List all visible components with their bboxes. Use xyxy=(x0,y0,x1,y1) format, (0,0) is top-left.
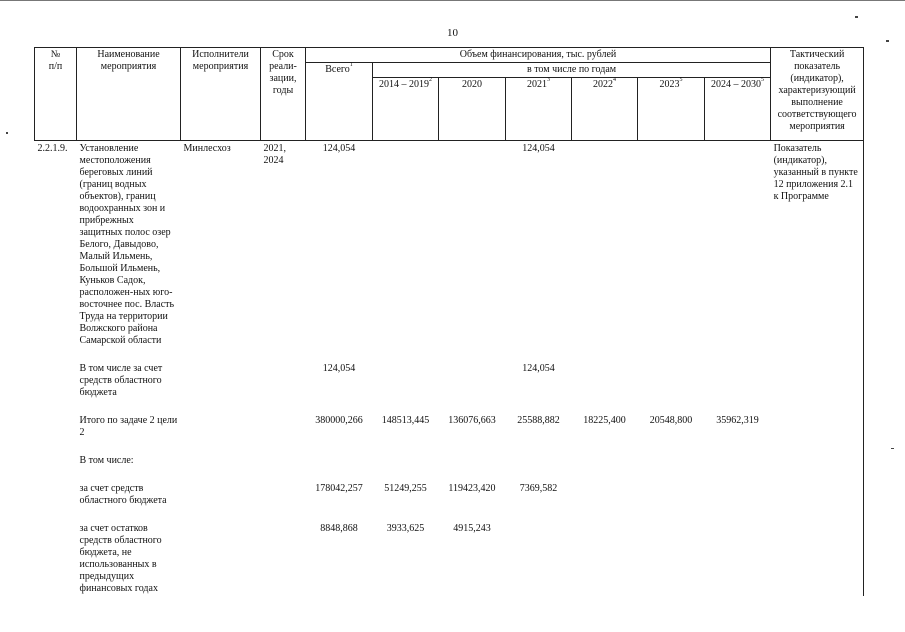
itogo-2020: 136076,663 xyxy=(448,415,496,426)
table-row-leftover xyxy=(35,522,864,596)
header-indicator: Тактический показатель (индикатор), характеризующий выполнение соответствующего мероприятия xyxy=(771,48,864,141)
budget-name: за счет средств областного бюджета xyxy=(79,483,167,506)
financing-table xyxy=(34,47,864,596)
item-2021: 124,054 xyxy=(522,143,555,154)
item-2014 xyxy=(373,141,439,349)
header-year-2020: 2020 xyxy=(439,78,506,141)
regional-name: В том числе за счет средств областного бюджета xyxy=(79,363,163,398)
scan-speck xyxy=(855,16,858,18)
header-year-2022: 2022$^4$ xyxy=(572,78,638,141)
spacer-row xyxy=(35,468,864,482)
table-row-itogo xyxy=(35,414,864,440)
page-number: 10 xyxy=(447,27,458,39)
spacer-row xyxy=(35,400,864,414)
leftover-name: за счет остатков средств областного бюджета, не использованных в предыдущих финансовых годах xyxy=(79,523,162,594)
header-funding: Объем финансирования, тыс. рублей xyxy=(306,48,771,63)
item-2022 xyxy=(572,141,638,349)
budget-total: 178042,257 xyxy=(315,483,363,494)
regional-2021: 124,054 xyxy=(522,363,555,374)
spacer-row xyxy=(35,348,864,362)
itogo-2021: 25588,882 xyxy=(517,415,560,426)
table-row-regional xyxy=(35,362,864,400)
header-executor: Исполнители мероприятия xyxy=(181,48,261,141)
incl-name: В том числе: xyxy=(79,455,134,466)
table-row-item xyxy=(35,141,864,349)
scan-speck xyxy=(886,40,889,42)
leftover-2020: 4915,243 xyxy=(453,523,491,534)
header-year-2024: 2024 – 2030$^5$ xyxy=(705,78,771,141)
header-name: Наименование мероприятия xyxy=(77,48,181,141)
budget-2021: 7369,582 xyxy=(519,483,558,494)
itogo-name: Итого по задаче 2 цели 2 xyxy=(79,415,178,438)
item-2023 xyxy=(638,141,705,349)
spacer-row xyxy=(35,508,864,522)
itogo-total: 380000,266 xyxy=(315,415,363,426)
item-executor: Минлесхоз xyxy=(183,143,231,154)
item-period: 2021, 2024 xyxy=(263,143,286,166)
header-year-2023: 2023$^5$ xyxy=(638,78,705,141)
item-number: 2.2.1.9. xyxy=(37,143,68,154)
itogo-2023: 20548,800 xyxy=(649,415,693,426)
header-by-years: в том числе по годам xyxy=(373,63,771,78)
header-num: № п/п xyxy=(35,48,77,141)
itogo-2014: 148513,445 xyxy=(381,415,430,426)
table-row-incl xyxy=(35,454,864,468)
budget-2014: 51249,255 xyxy=(384,483,427,494)
header-year-2014: 2014 – 2019$^2$ xyxy=(373,78,439,141)
scan-speck xyxy=(6,132,8,134)
itogo-2024: 35962,319 xyxy=(716,415,759,426)
regional-total: 124,054 xyxy=(322,363,356,374)
budget-2020: 119423,420 xyxy=(448,483,496,494)
item-total: 124,054 xyxy=(322,143,356,154)
header-total: Всего$^1$ xyxy=(306,63,373,141)
header-year-2021: 2021$^3$ xyxy=(506,78,572,141)
item-2020 xyxy=(439,141,506,349)
leftover-2014: 3933,625 xyxy=(386,523,425,534)
leftover-total: 8848,868 xyxy=(320,523,358,534)
itogo-2022: 18225,400 xyxy=(583,415,626,426)
item-name: Установление местоположения береговых линий (границ водных объектов), границ водоохранных зон и прибрежных защитных полос озер Белого, Давыдово, Малый Ильмень, Большой Ильмень, Куньков Садок, расположен-ных юго-восточнее пос. Власть Труда на территории Волжского района Самарской области xyxy=(79,143,175,346)
spacer-row xyxy=(35,440,864,454)
item-indicator: Показатель (индикатор), указанный в пункте 12 приложения 2.1 к Программе xyxy=(771,141,864,349)
table-row-budget xyxy=(35,482,864,508)
scan-speck xyxy=(891,448,894,449)
item-2024 xyxy=(705,141,771,349)
top-rule xyxy=(0,0,905,4)
header-period: Срок реали- зации, годы xyxy=(261,48,306,141)
